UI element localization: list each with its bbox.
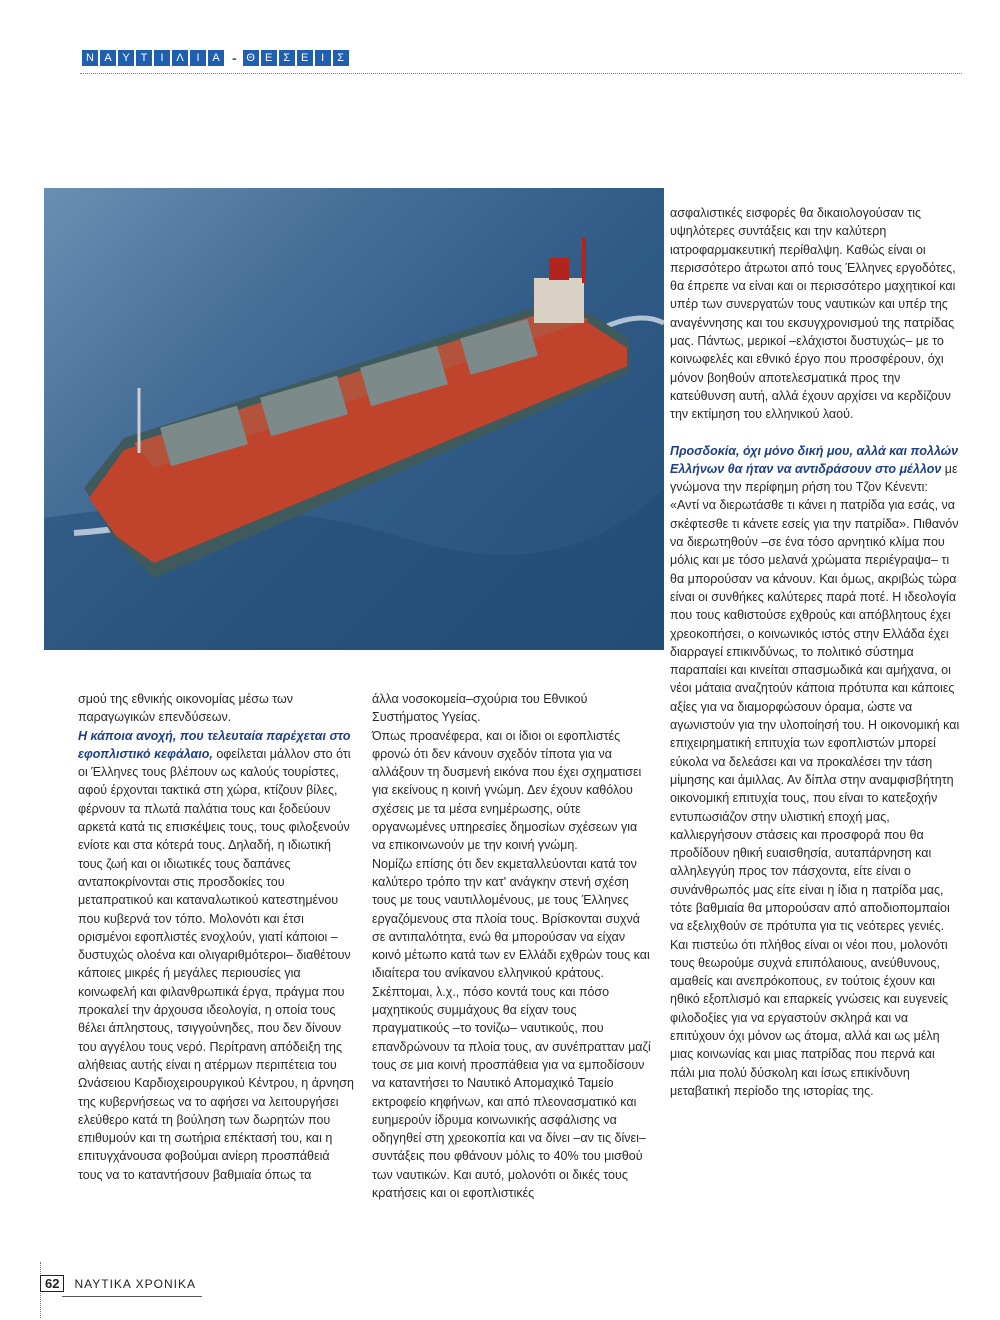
paragraph: Όπως προανέφερα, και οι ίδιοι οι εφοπλιστές φρονώ ότι δεν κάνουν σχεδόν τίποτα για να αλλάξουν τη δυσμενή εικόνα που έχει σχηματισει για εκείνους η κοινή γνώμη. Δεν έχουν καθόλου σχέσεις με τα μέσα ενημέρωσης, ούτε οργανωμένες υπηρεσίες δημοσίων σχέσεων για να επικοινωνούν με την κοινή γνώμη. xyxy=(372,728,642,853)
paragraph-body: οφείλεται μάλλον στο ότι οι Έλληνες τους βλέπουν ως καλούς τουρίστες, αφού έρχονται τακτικά στη χώρα, κτίζουν βίλες, φέρνουν τα πλωτά παλάτια τους και ξοδεύουν αρκετά κατά τις επισκέψεις τους, τους φιλοξενούν ενίοτε και στα κότερά τους. Δηλαδή, η ιδιωτική τους ζωή και οι ιδιωτικές τους δαπάνες ανταποκρίνονται στις προσδοκίες του μεταπρατικού και καταναλωτικού κατεστημένου που κυβερνά τον τόπο. Μολονότι και έτσι ορισμένοι εφοπλιστές ενοχλούν, γιατί κάποιοι –δυστυχώς ολοένα και ολιγαριθμότεροι– διαθέτουν κάποιες μικρές ή μεγάλες περιουσίες για κοινωφελή και φιλανθρωπικά έργα, πράγμα που προκαλεί την άρχουσα ιδεολογία, η οποία τους θέλει άπληστους, τσιγγούνηδες, που δεν δίνουν του αγγέλου τους νερό. Περίτρανη απόδειξη της αλήθειας αυτής είναι η ατέρμων περιπέτεια του Ωνάσειου Καρδιοχειρουργικού Κέντρου, η άρνηση της κυβερνήσεως να το αφήσει να λειτουργήσει ελεύθερο κατά τη βούληση των δωρητών που επιθυμούν και τη σωτήρια επέκτασή του, και η επιτυγχάνουσα φοβούμαι ανίερη προσπάθειά τους να το καταντήσουν βαθμιαία όπως τα xyxy=(78,746,354,1182)
header-divider xyxy=(80,73,962,74)
magazine-name: ΝΑΥΤΙΚΑ ΧΡΟΝΙΚΑ xyxy=(74,1276,196,1291)
cargo-ship-illustration xyxy=(44,188,664,650)
header-letter: Θ xyxy=(243,50,259,66)
lead-in-text: Η κάποια ανοχή, που τελευταία παρέχεται στο εφοπλιστικό κεφάλαιο, xyxy=(78,728,351,761)
header-dash: - xyxy=(232,50,237,66)
header-letter: Ι xyxy=(190,50,206,66)
section-header xyxy=(82,50,351,66)
footer-divider xyxy=(62,1296,202,1297)
text-column-3 xyxy=(670,204,960,1100)
paragraph xyxy=(78,727,356,1184)
paragraph: Νομίζω επίσης ότι δεν εκμεταλλεύονται κατά τον καλύτερο τρόπο την κατ' ανάγκην στενή σχέση τους με τους ναυτιλλομένους, με τους Έλληνες εργαζόμενους στα πλοία τους. Βρίσκονται συχνά σε αντιπαλότητα, ενώ θα μπορούσαν να είχαν κοινό μέτωπο κατά των εν Ελλάδι εχθρών τους και ιδιαίτερα του ανίκανου ελληνικού κράτους. Σκέπτομαι, λ.χ., πόσο κοντά τους και πόσο μαχητικούς συμμάχους θα είχαν τους πραγματικούς –το τονίζω– ναυτικούς, που επανδρώνουν τα πλοία τους, αν συνέπρατταν μαζί τους σε μια κοινή προσπάθεια για να εμποδίσουν να καταντήσει το Ναυτικό Απομαχικό Ταμείο εκτροφείο κηφήνων, και από πλεονασματικό και ευημερούν ίδρυμα κοινωνικής ασφάλισης να οδηγηθεί στη χρεοκοπία και να δίνει –αν τις δίνει– συντάξεις που φθάνουν μόλις το 40% του μισθού των ναυτικών. Και αυτό, μολονότι οι δικές τους κρατήσεις και οι εφοπλιστικές xyxy=(372,856,651,1201)
header-letter: Α xyxy=(208,50,224,66)
text-column-2 xyxy=(372,690,652,1202)
paragraph: σμού της εθνικής οικονομίας μέσω των παραγωγικών επενδύσεων. xyxy=(78,692,293,725)
header-letter: Α xyxy=(100,50,116,66)
ship-photo xyxy=(44,188,664,650)
page-footer xyxy=(40,1275,196,1292)
lead-in-text: Προσδοκία, όχι μόνο δική μου, αλλά και πολλών Ελλήνων θα ήταν να αντιδράσουν στο μέλλον xyxy=(670,443,959,476)
header-letter: Λ xyxy=(172,50,188,66)
paragraph-body: με γνώμονα την περίφημη ρήση του Τζον Κένεντι: «Αντί να διερωτάσθε τι κάνει η πατρίδα για εσάς, να σκέφτεσθε τι κάνετε εσείς για την πατρίδα». Πιθανόν να διερωτηθούν –σε ένα τόσο αρνητικό κλίμα που μόλις και με τόσο μελανά χρώματα περιέγραψα– τι θα μπορούσαν να κάνουν. Και όμως, ακριβώς τώρα είναι οι συνθήκες καλύτερες παρά ποτέ. Η ιδεολογία που τους καθιστούσε εχθρούς και απόβλητους έχει χρεοκοπήσει, ο κοινωνικός ιστός στην Ελλάδα έχει διαρραγεί επικινδύνως, το πολιτικό σύστημα παραπαίει και κινείται σπασμωδικά και αμήχανα, οι νέοι μάταια αναζητούν κάποια πρότυπα και κάποιες αξίες για να διαμορφώσουν όραμα, ώστε να αγωνιστούν για την υλοποίησή του. Η οικονομική και επιχειρηματική επιτυχία των εφοπλιστών μπορεί εύκολα να δελεάσει και να προκαλέσει την τάση μίμησης και άμιλλας. Αν δίπλα στην αναμφισβήτητη οικονομική επιτυχία τους, που είναι το κατεξοχήν εντυπωσιάζον στην υλιστική εποχή μας, καλλιεργήσουν στάσεις και προσφορά που θα προδίδουν ηθική ευαισθησία, αυταπάρνηση και αλληλεγγύη προς τον πάσχοντα, είτε είναι ο συνάνθρωπός μας είτε είναι η ίδια η πατρίδα μας, τότε βαθμιαία θα μπορούσαν από αποδιοπομπαίοι να εξελιχθούν σε πρότυπα για τις νεότερες γενιές. xyxy=(670,461,960,934)
text-column-1 xyxy=(78,690,356,1184)
page-number: 62 xyxy=(40,1275,64,1292)
paragraph: Και πιστεύω ότι πλήθος είναι οι νέοι που, μολονότι τους θεωρούμε συχνά επιπόλαιους, ανεύθυνους, αμαθείς και ανεπρόκοπους, εν τούτοις έχουν και ηθικό εξοπλισμό και επαρκείς γνώσεις και ευγενείς φιλοδοξίες για να εργαστούν σκληρά και να επιτύχουν όχι μόνον ως άτομα, αλλά και ως μέλη μιας κοινωνίας και μιας πατρίδας που περνά και πάλι μια πολύ δύσκολη και ίσως επικίνδυνη μεταβατική περίοδο της ιστορίας της. xyxy=(670,937,949,1098)
header-letter: Ι xyxy=(315,50,331,66)
header-letter: Σ xyxy=(333,50,349,66)
paragraph: άλλα νοσοκομεία–σχούρια του Εθνικού Συστήματος Υγείας. xyxy=(372,692,588,725)
paragraph: ασφαλιστικές εισφορές θα δικαιολογούσαν τις υψηλότερες συντάξεις και την καλύτερη ιατροφαρμακευτική περίθαλψη. Καθώς είναι οι περισσότερο άτρωτοι από τους Έλληνες εργοδότες, θα έπρεπε να είναι και οι περισσότερο μαχητικοί και υπέρ των συνεργατών τους ναυτικών και υπέρ της αναγέννησης και του εκσυγχρονισμού της πατρίδας μας. Πάντως, μερικοί –ελάχιστοι δυστυχώς– με το κοινωφελές και εθνικό έργο που προσφέρουν, όχι μόνον βοηθούν αποτελεσματικά προς την κατεύθυνση αυτή, αλλά έχουν αρχίσει να κερδίζουν την εκτίμηση του ελληνικού λαού. xyxy=(670,206,956,422)
header-letter: Υ xyxy=(118,50,134,66)
header-letter: Ε xyxy=(261,50,277,66)
header-letter: Ν xyxy=(82,50,98,66)
header-letter: Σ xyxy=(279,50,295,66)
header-letter: Ε xyxy=(297,50,313,66)
header-letter: Τ xyxy=(136,50,152,66)
paragraph xyxy=(670,442,960,936)
header-letter: Ι xyxy=(154,50,170,66)
